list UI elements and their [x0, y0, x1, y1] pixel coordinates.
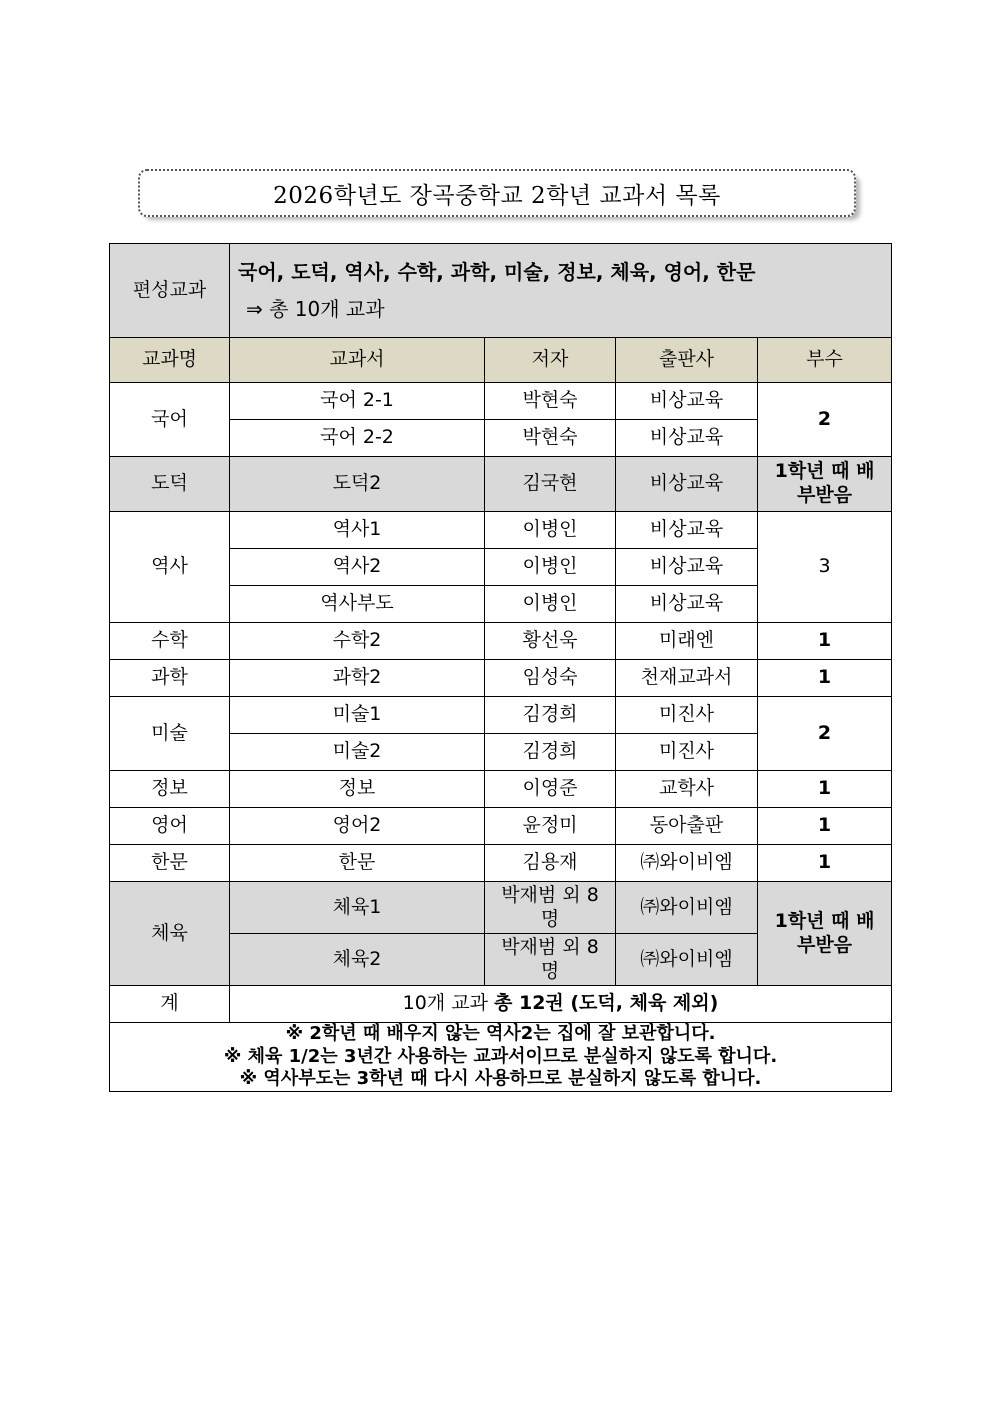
author-cell: 박재범 외 8명 [485, 934, 616, 986]
author-cell: 김국현 [485, 457, 616, 512]
textbook-cell: 역사1 [230, 512, 485, 549]
subject-cell: 한문 [110, 845, 230, 882]
textbook-cell: 미술2 [230, 734, 485, 771]
table-row [110, 697, 892, 734]
table-row [110, 512, 892, 549]
textbook-cell: 과학2 [230, 660, 485, 697]
count-cell: 1학년 때 배부받음 [758, 457, 892, 512]
count-cell: 1 [758, 808, 892, 845]
sum-content [230, 986, 892, 1023]
publisher-cell: 비상교육 [616, 457, 758, 512]
table-row [110, 771, 892, 808]
subject-list: 국어, 도덕, 역사, 수학, 과학, 미술, 정보, 체육, 영어, 한문 [238, 259, 756, 284]
sum-row [110, 986, 892, 1023]
subject-cell: 국어 [110, 383, 230, 457]
publisher-cell: 비상교육 [616, 512, 758, 549]
table-row [110, 383, 892, 420]
publisher-cell: 천재교과서 [616, 660, 758, 697]
textbook-cell: 체육2 [230, 934, 485, 986]
page-title: 2026학년도 장곡중학교 2학년 교과서 목록 [138, 169, 856, 217]
author-cell: 김경희 [485, 734, 616, 771]
count-cell: 1 [758, 845, 892, 882]
author-cell: 이병인 [485, 512, 616, 549]
textbook-cell: 역사부도 [230, 586, 485, 623]
header-row [110, 338, 892, 383]
textbook-cell: 수학2 [230, 623, 485, 660]
textbook-table [109, 243, 892, 1092]
textbook-cell: 영어2 [230, 808, 485, 845]
author-cell: 박현숙 [485, 383, 616, 420]
subject-cell: 역사 [110, 512, 230, 623]
count-cell: 2 [758, 383, 892, 457]
count-cell: 1 [758, 771, 892, 808]
author-cell: 이병인 [485, 549, 616, 586]
subject-total: ⇒ 총 10개 교과 [246, 296, 385, 321]
textbook-cell: 국어 2-1 [230, 383, 485, 420]
publisher-cell: ㈜와이비엠 [616, 934, 758, 986]
subject-cell: 과학 [110, 660, 230, 697]
note-item: ※ 체육 1/2는 3년간 사용하는 교과서이므로 분실하지 않도록 합니다. [223, 1045, 778, 1067]
table-row [110, 808, 892, 845]
textbook-cell: 도덕2 [230, 457, 485, 512]
count-cell: 3 [758, 512, 892, 623]
author-cell: 박재범 외 8명 [485, 882, 616, 934]
subject-cell: 미술 [110, 697, 230, 771]
publisher-cell: ㈜와이비엠 [616, 882, 758, 934]
author-cell: 윤정미 [485, 808, 616, 845]
table-row [110, 845, 892, 882]
subject-cell: 체육 [110, 882, 230, 986]
subject-cell: 수학 [110, 623, 230, 660]
author-cell: 김경희 [485, 697, 616, 734]
title-banner [138, 169, 860, 221]
publisher-cell: 미진사 [616, 697, 758, 734]
author-cell: 이영준 [485, 771, 616, 808]
publisher-cell: 미래엔 [616, 623, 758, 660]
textbook-cell: 미술1 [230, 697, 485, 734]
publisher-cell: 교학사 [616, 771, 758, 808]
note-item: ※ 역사부도는 3학년 때 다시 사용하므로 분실하지 않도록 합니다. [239, 1068, 762, 1089]
textbook-cell: 역사2 [230, 549, 485, 586]
table-row [110, 660, 892, 697]
intro-label: 편성교과 [110, 244, 230, 338]
note-item: ※ 2학년 때 배우지 않는 역사2는 집에 잘 보관합니다. [285, 1023, 716, 1044]
author-cell: 이병인 [485, 586, 616, 623]
header-author: 저자 [485, 338, 616, 383]
count-cell: 1 [758, 623, 892, 660]
header-subject: 교과명 [110, 338, 230, 383]
notes-cell [110, 1023, 892, 1092]
sum-label: 계 [110, 986, 230, 1023]
publisher-cell: 비상교육 [616, 549, 758, 586]
textbook-cell: 체육1 [230, 882, 485, 934]
count-cell: 1 [758, 660, 892, 697]
intro-row [110, 244, 892, 338]
sum-bold: 총 12권 (도덕, 체육 제외) [494, 992, 719, 1015]
notes-row [110, 1023, 892, 1092]
count-cell: 2 [758, 697, 892, 771]
publisher-cell: 비상교육 [616, 420, 758, 457]
author-cell: 황선욱 [485, 623, 616, 660]
header-textbook: 교과서 [230, 338, 485, 383]
subject-cell: 영어 [110, 808, 230, 845]
textbook-cell: 국어 2-2 [230, 420, 485, 457]
publisher-cell: 동아출판 [616, 808, 758, 845]
table-row [110, 623, 892, 660]
author-cell: 김용재 [485, 845, 616, 882]
count-cell: 1학년 때 배부받음 [758, 882, 892, 986]
publisher-cell: 비상교육 [616, 586, 758, 623]
sum-plain: 10개 교과 [402, 992, 488, 1015]
author-cell: 박현숙 [485, 420, 616, 457]
subject-cell: 정보 [110, 771, 230, 808]
publisher-cell: ㈜와이비엠 [616, 845, 758, 882]
subject-cell: 도덕 [110, 457, 230, 512]
publisher-cell: 비상교육 [616, 383, 758, 420]
textbook-cell: 한문 [230, 845, 485, 882]
textbook-cell: 정보 [230, 771, 485, 808]
intro-content [230, 244, 892, 338]
table-row [110, 457, 892, 512]
author-cell: 임성숙 [485, 660, 616, 697]
table-row [110, 882, 892, 934]
publisher-cell: 미진사 [616, 734, 758, 771]
header-count: 부수 [758, 338, 892, 383]
header-publisher: 출판사 [616, 338, 758, 383]
